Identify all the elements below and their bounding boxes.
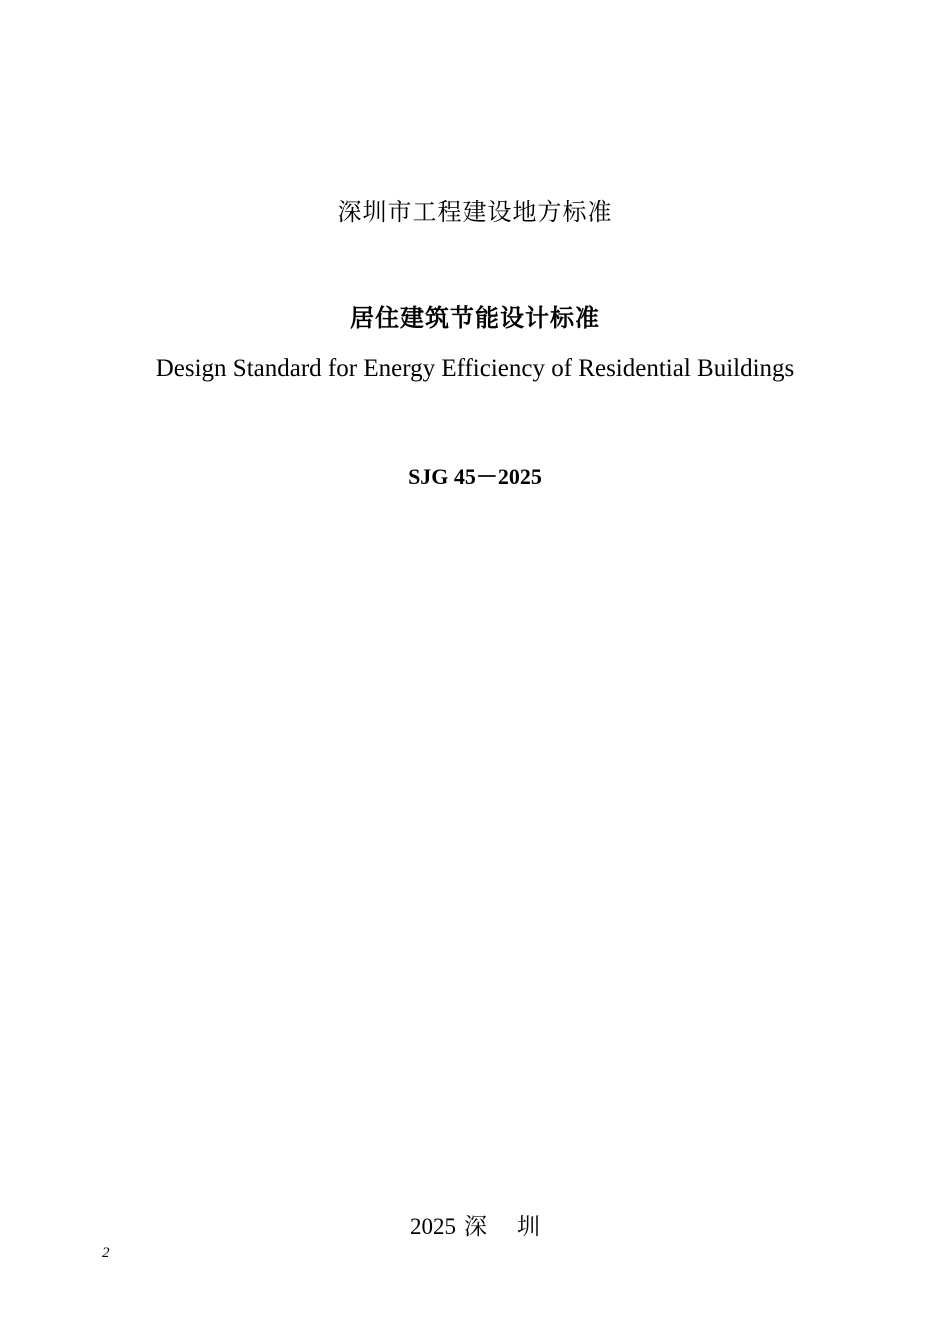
city-char-2: 圳	[517, 1214, 540, 1240]
issuing-authority: 深圳市工程建设地方标准	[337, 198, 613, 226]
city-char-1: 深	[464, 1214, 487, 1240]
standard-title-english: Design Standard for Energy Efficiency of Residential Buildings	[155, 355, 795, 382]
publication-footer	[0, 1208, 950, 1241]
standard-title-chinese: 居住建筑节能设计标准	[350, 304, 600, 332]
page-number: 2	[102, 1245, 110, 1261]
standard-code: SJG 45－2025	[408, 464, 542, 489]
publication-city	[464, 1214, 540, 1240]
publication-year: 2025	[410, 1214, 456, 1239]
